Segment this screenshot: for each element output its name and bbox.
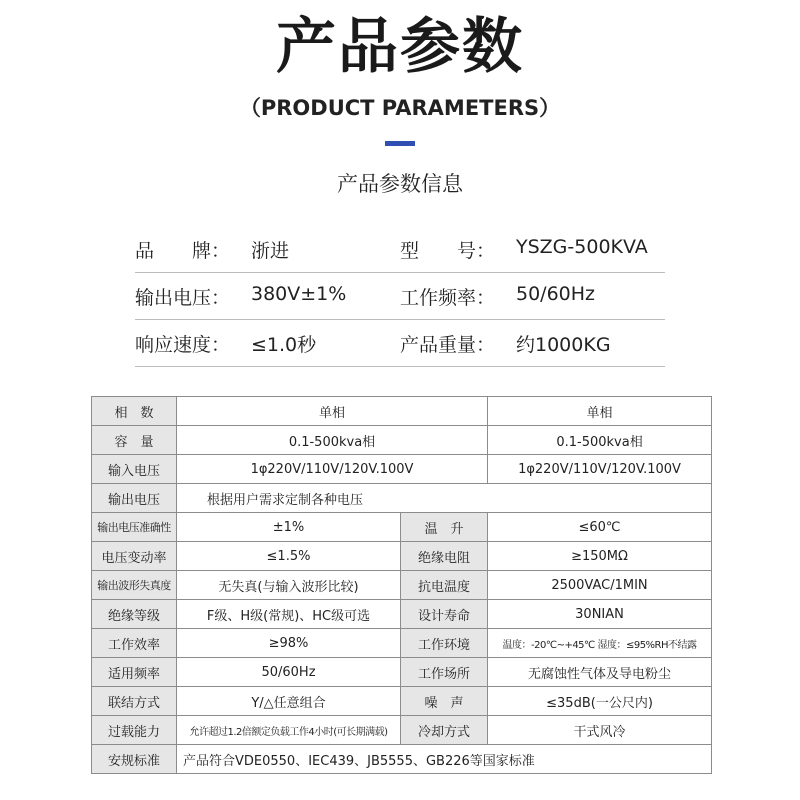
table-row xyxy=(92,426,712,455)
spec-label: 工作场所 xyxy=(401,658,488,687)
info-heading: 产品参数信息 xyxy=(337,172,463,196)
table-row xyxy=(92,571,712,600)
spec-label: 绝缘电阻 xyxy=(401,542,488,571)
spec-value: 无失真(与输入波形比较) xyxy=(177,571,401,600)
info-value: 380V±1% xyxy=(251,282,347,305)
spec-label: 相 数 xyxy=(92,397,177,426)
spec-label: 容 量 xyxy=(92,426,177,455)
spec-value: 允许超过1.2倍额定负载工作4小时(可长期满载) xyxy=(177,716,401,745)
spec-label: 绝缘等级 xyxy=(92,600,177,629)
table-row xyxy=(92,687,712,716)
spec-label: 适用频率 xyxy=(92,658,177,687)
info-value: YSZG-500KVA xyxy=(516,235,648,258)
spec-value: 单相 xyxy=(177,397,488,426)
spec-label: 联结方式 xyxy=(92,687,177,716)
spec-value: 1φ220V/110V/120V.100V xyxy=(488,455,712,484)
spec-value: 0.1-500kva相 xyxy=(177,426,488,455)
spec-value: Y/△任意组合 xyxy=(177,687,401,716)
spec-label: 输出波形失真度 xyxy=(92,571,177,600)
table-row xyxy=(92,484,712,513)
info-row xyxy=(135,226,665,273)
spec-value: 无腐蚀性气体及导电粉尘 xyxy=(488,658,712,687)
table-row xyxy=(92,745,712,774)
info-list xyxy=(135,226,665,367)
spec-label: 温 升 xyxy=(401,513,488,542)
accent-bar xyxy=(385,141,415,146)
table-row xyxy=(92,513,712,542)
spec-label: 工作环境 xyxy=(401,629,488,658)
spec-value: 30NIAN xyxy=(488,600,712,629)
info-key: 产品重量： xyxy=(400,333,496,356)
spec-label: 工作效率 xyxy=(92,629,177,658)
info-value: 约1000KG xyxy=(516,333,611,356)
spec-value: ≤35dB(一公尺内) xyxy=(488,687,712,716)
page-subtitle: （PRODUCT PARAMETERS） xyxy=(239,96,561,120)
spec-value: 干式风冷 xyxy=(488,716,712,745)
info-value: 浙进 xyxy=(251,239,290,262)
page-title: 产品参数 xyxy=(276,12,524,82)
spec-table xyxy=(91,396,712,774)
spec-value: 1φ220V/110V/120V.100V xyxy=(177,455,488,484)
spec-label: 输出电压准确性 xyxy=(92,513,177,542)
info-key: 工作频率： xyxy=(400,286,496,309)
spec-value: 温度：-20℃~+45℃ 湿度：≤95%RH不结露 xyxy=(488,629,712,658)
table-row xyxy=(92,542,712,571)
table-row xyxy=(92,600,712,629)
info-key: 输出电压： xyxy=(135,286,231,309)
table-row xyxy=(92,455,712,484)
table-row xyxy=(92,629,712,658)
spec-label: 过载能力 xyxy=(92,716,177,745)
spec-label: 电压变动率 xyxy=(92,542,177,571)
info-key: 品 牌： xyxy=(135,239,231,262)
spec-label: 安规标准 xyxy=(92,745,177,774)
spec-value: 根据用户需求定制各种电压 xyxy=(177,484,712,513)
info-key: 响应速度： xyxy=(135,333,231,356)
spec-value: F级、H级(常规)、HC级可选 xyxy=(177,600,401,629)
spec-value: ≤60℃ xyxy=(488,513,712,542)
spec-value: 0.1-500kva相 xyxy=(488,426,712,455)
spec-value: 产品符合VDE0550、IEC439、JB5555、GB226等国家标准 xyxy=(177,745,712,774)
spec-value: ≥150MΩ xyxy=(488,542,712,571)
info-row xyxy=(135,320,665,367)
spec-value: ≤1.5% xyxy=(177,542,401,571)
spec-value: 2500VAC/1MIN xyxy=(488,571,712,600)
spec-label: 输入电压 xyxy=(92,455,177,484)
spec-label: 设计寿命 xyxy=(401,600,488,629)
spec-value: ≥98% xyxy=(177,629,401,658)
info-key: 型 号： xyxy=(400,239,496,262)
table-row xyxy=(92,658,712,687)
spec-value: 50/60Hz xyxy=(177,658,401,687)
spec-label: 噪 声 xyxy=(401,687,488,716)
info-value: 50/60Hz xyxy=(516,282,596,305)
table-row xyxy=(92,716,712,745)
table-row xyxy=(92,397,712,426)
spec-value: 单相 xyxy=(488,397,712,426)
spec-value: ±1% xyxy=(177,513,401,542)
spec-label: 输出电压 xyxy=(92,484,177,513)
info-row xyxy=(135,273,665,320)
spec-label: 抗电温度 xyxy=(401,571,488,600)
spec-label: 冷却方式 xyxy=(401,716,488,745)
info-value: ≤1.0秒 xyxy=(251,333,317,356)
